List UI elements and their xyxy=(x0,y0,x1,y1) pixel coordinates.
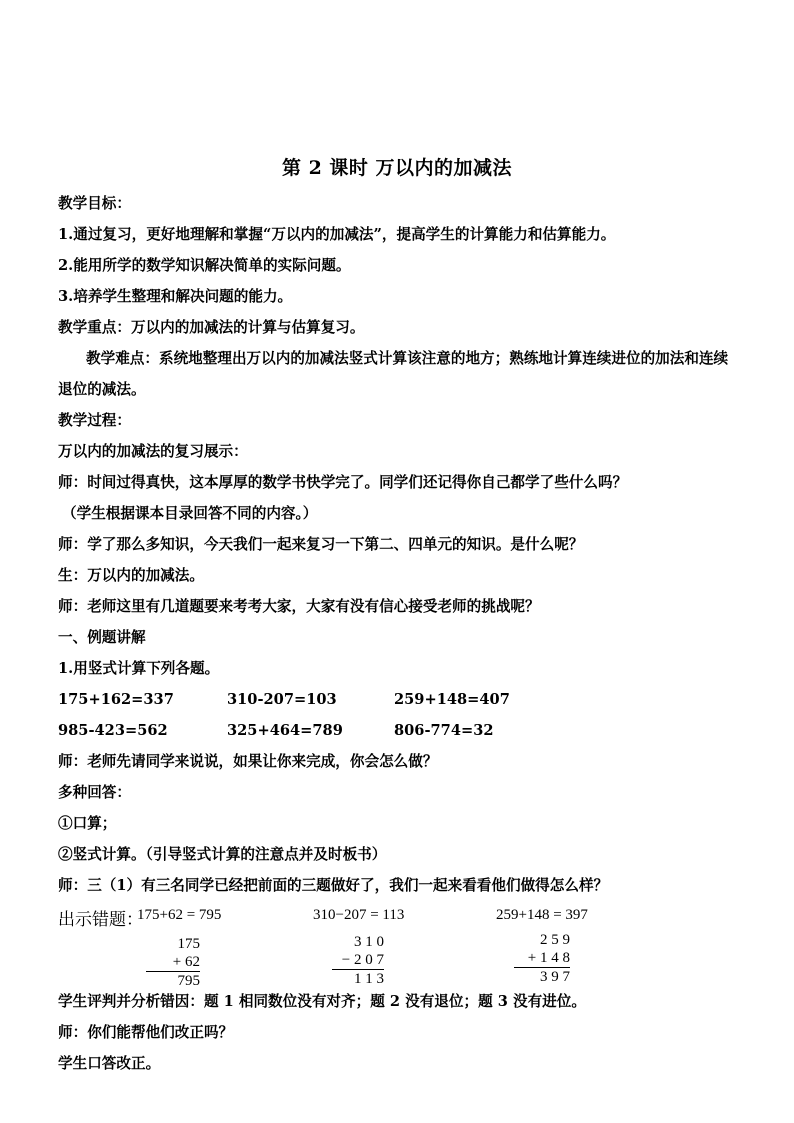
answer-2: ②竖式计算。（引导竖式计算的注意点并及时板书） xyxy=(58,846,387,863)
error-equation-2: 310−207 = 113 xyxy=(313,907,405,923)
error-equation-3: 259+148 = 397 xyxy=(496,907,588,923)
goal-1: 1.通过复习，更好地理解和掌握“万以内的加减法”，提高学生的计算能力和估算能力。 xyxy=(58,226,616,243)
vertical-middle: + 62 xyxy=(172,954,200,970)
vertical-calc-1 xyxy=(146,935,200,990)
vertical-top: 175 xyxy=(177,936,200,952)
vertical-top: 2 5 9 xyxy=(540,932,570,948)
vertical-calc-2 xyxy=(332,933,384,988)
closing-line: 学生口答改正。 xyxy=(58,1055,161,1072)
goal-2: 2.能用所学的数学知识解决简单的实际问题。 xyxy=(58,257,351,274)
key-point: 教学重点：万以内的加减法的计算与估算复习。 xyxy=(58,319,365,336)
student-note: （学生根据课本目录回答不同的内容。） xyxy=(62,505,318,522)
vertical-result: 795 xyxy=(177,973,200,989)
teacher-line-6: 师：你们能帮他们改正吗？ xyxy=(58,1024,234,1041)
vertical-result: 1 1 3 xyxy=(354,971,384,987)
teacher-line-4: 师：老师先请同学来说说，如果让你来完成，你会怎么做？ xyxy=(58,753,438,770)
student-line-1: 生：万以内的加减法。 xyxy=(58,567,204,584)
task-1: 1.用竖式计算下列各题。 xyxy=(58,660,220,677)
exercise-item: 259+148=407 xyxy=(394,691,510,708)
error-equation-1: 175+62 = 795 xyxy=(137,907,222,923)
analysis-line: 学生评判并分析错因：题 1 相同数位没有对齐；题 2 没有退位；题 3 没有进位。 xyxy=(58,993,586,1010)
difficulty-line-1: 教学难点：系统地整理出万以内的加减法竖式计算该注意的地方；熟练地计算连续进位的加法和连续 xyxy=(86,350,729,367)
vertical-middle: − 2 0 7 xyxy=(341,952,384,968)
teacher-line-2: 师：学了那么多知识，今天我们一起来复习一下第二、四单元的知识。是什么呢？ xyxy=(58,536,584,553)
section-heading: 一、例题讲解 xyxy=(58,629,146,646)
teacher-line-3: 师：老师这里有几道题要来考考大家，大家有没有信心接受老师的挑战呢？ xyxy=(58,598,540,615)
answer-1: ①口算； xyxy=(58,815,117,832)
review-heading: 万以内的加减法的复习展示： xyxy=(58,443,248,460)
exercise-item: 325+464=789 xyxy=(227,722,343,739)
difficulty-line-2: 退位的减法。 xyxy=(58,381,146,398)
vertical-calc-3 xyxy=(514,931,570,986)
process-heading: 教学过程： xyxy=(58,412,131,429)
vertical-top: 3 1 0 xyxy=(354,934,384,950)
answers-heading: 多种回答： xyxy=(58,784,131,801)
exercise-item: 806-774=32 xyxy=(394,722,494,739)
exercise-item: 175+162=337 xyxy=(58,691,174,708)
vertical-result: 3 9 7 xyxy=(540,969,570,985)
page-title: 第 2 课时 万以内的加减法 xyxy=(281,157,513,179)
vertical-middle: + 1 4 8 xyxy=(527,950,570,966)
error-label: 出示错题： xyxy=(58,910,143,930)
teacher-line-1: 师：时间过得真快，这本厚厚的数学书快学完了。同学们还记得你自己都学了些什么吗？ xyxy=(58,474,628,491)
exercise-item: 310-207=103 xyxy=(227,691,337,708)
goal-3: 3.培养学生整理和解决问题的能力。 xyxy=(58,288,293,305)
exercise-item: 985-423=562 xyxy=(58,722,168,739)
teacher-line-5: 师：三（1）有三名同学已经把前面的三题做好了，我们一起来看看他们做得怎么样？ xyxy=(58,877,609,894)
goals-heading: 教学目标： xyxy=(58,195,131,212)
